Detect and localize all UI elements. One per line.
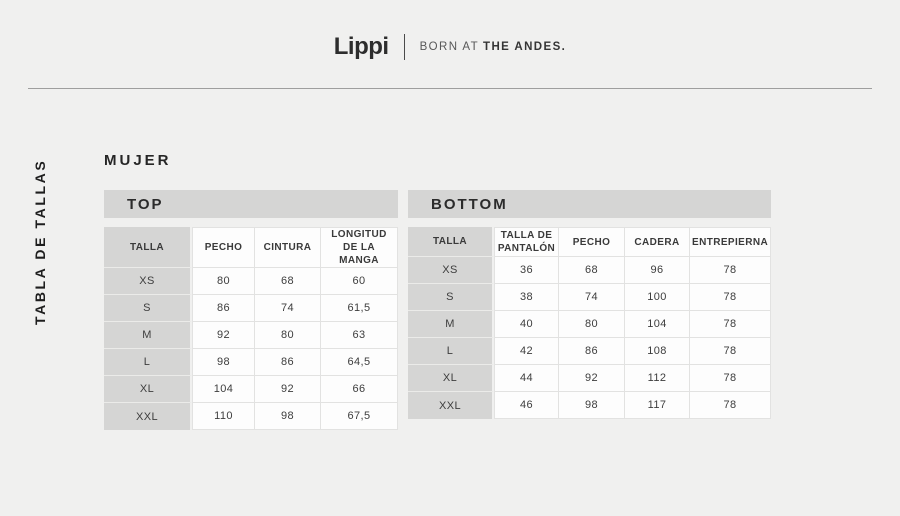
size-label-cell: XXL — [408, 392, 494, 419]
bottom-table-header-row — [408, 227, 771, 257]
measurement-cell: 86 — [192, 295, 255, 322]
measurement-column-header: PECHO — [559, 227, 625, 257]
measurement-cell: 86 — [255, 349, 321, 376]
size-label-cell: XL — [104, 376, 192, 403]
table-row — [104, 403, 398, 430]
measurement-cell: 46 — [494, 392, 559, 419]
size-label-cell: M — [408, 311, 494, 338]
table-row — [104, 295, 398, 322]
vertical-page-title: TABLA DE TALLAS — [32, 158, 48, 325]
top-section — [104, 190, 398, 430]
measurement-cell: 92 — [192, 322, 255, 349]
measurement-column-header: LONGITUD DE LA MANGA — [321, 227, 398, 268]
table-row — [408, 365, 771, 392]
measurement-cell: 40 — [494, 311, 559, 338]
top-section-header — [104, 190, 398, 218]
size-label-cell: XL — [408, 365, 494, 392]
measurement-cell: 67,5 — [321, 403, 398, 430]
size-label-cell: XXL — [104, 403, 192, 430]
measurement-cell: 98 — [192, 349, 255, 376]
measurement-cell: 92 — [559, 365, 625, 392]
measurement-cell: 104 — [192, 376, 255, 403]
table-row — [408, 338, 771, 365]
measurement-cell: 86 — [559, 338, 625, 365]
measurement-cell: 112 — [625, 365, 690, 392]
top-section-title: TOP — [127, 195, 164, 213]
measurement-cell: 78 — [690, 257, 771, 284]
measurement-cell: 100 — [625, 284, 690, 311]
size-label-cell: S — [104, 295, 192, 322]
bottom-section-title: BOTTOM — [431, 195, 508, 213]
size-label-cell: L — [104, 349, 192, 376]
bottom-section-header — [408, 190, 771, 218]
top-size-table — [104, 227, 398, 430]
brand-tagline — [420, 41, 567, 53]
measurement-cell: 78 — [690, 338, 771, 365]
measurement-cell: 104 — [625, 311, 690, 338]
measurement-cell: 78 — [690, 365, 771, 392]
measurement-column-header: CADERA — [625, 227, 690, 257]
measurement-cell: 64,5 — [321, 349, 398, 376]
measurement-cell: 36 — [494, 257, 559, 284]
table-row — [408, 311, 771, 338]
measurement-cell: 74 — [255, 295, 321, 322]
measurement-column-header: ENTREPIERNA — [690, 227, 771, 257]
measurement-cell: 68 — [255, 268, 321, 295]
measurement-cell: 110 — [192, 403, 255, 430]
measurement-cell: 42 — [494, 338, 559, 365]
table-row — [408, 284, 771, 311]
bottom-size-table — [408, 227, 771, 419]
measurement-cell: 44 — [494, 365, 559, 392]
measurement-cell: 117 — [625, 392, 690, 419]
measurement-cell: 80 — [192, 268, 255, 295]
table-row — [104, 322, 398, 349]
size-label-cell: M — [104, 322, 192, 349]
header-divider-line — [28, 88, 872, 89]
size-label-cell: L — [408, 338, 494, 365]
measurement-cell: 63 — [321, 322, 398, 349]
measurement-cell: 78 — [690, 284, 771, 311]
tagline-bold-text: THE ANDES. — [483, 41, 567, 53]
size-label-cell: XS — [408, 257, 494, 284]
measurement-cell: 92 — [255, 376, 321, 403]
measurement-column-header: TALLA DE PANTALÓN — [494, 227, 559, 257]
tagline-regular-text: BORN AT — [419, 41, 480, 53]
table-row — [104, 349, 398, 376]
measurement-cell: 68 — [559, 257, 625, 284]
measurement-column-header: CINTURA — [255, 227, 321, 268]
lippi-logo: Lippi — [333, 33, 389, 60]
section-title-mujer: MUJER — [104, 152, 172, 169]
table-row — [104, 376, 398, 403]
measurement-cell: 80 — [559, 311, 625, 338]
bottom-table-body — [408, 257, 771, 419]
measurement-cell: 98 — [255, 403, 321, 430]
bottom-section — [408, 190, 771, 419]
logo-divider — [404, 34, 405, 60]
measurement-column-header: PECHO — [192, 227, 255, 268]
table-row — [408, 392, 771, 419]
table-row — [408, 257, 771, 284]
measurement-cell: 61,5 — [321, 295, 398, 322]
measurement-cell: 66 — [321, 376, 398, 403]
size-label-cell: XS — [104, 268, 192, 295]
size-column-header: TALLA — [104, 227, 192, 268]
top-table-body — [104, 268, 398, 430]
measurement-cell: 80 — [255, 322, 321, 349]
brand-header — [0, 30, 900, 64]
size-column-header: TALLA — [408, 227, 494, 257]
measurement-cell: 78 — [690, 311, 771, 338]
measurement-cell: 74 — [559, 284, 625, 311]
top-table-header-row — [104, 227, 398, 268]
measurement-cell: 108 — [625, 338, 690, 365]
table-row — [104, 268, 398, 295]
measurement-cell: 96 — [625, 257, 690, 284]
measurement-cell: 98 — [559, 392, 625, 419]
measurement-cell: 60 — [321, 268, 398, 295]
measurement-cell: 38 — [494, 284, 559, 311]
measurement-cell: 78 — [690, 392, 771, 419]
size-label-cell: S — [408, 284, 494, 311]
